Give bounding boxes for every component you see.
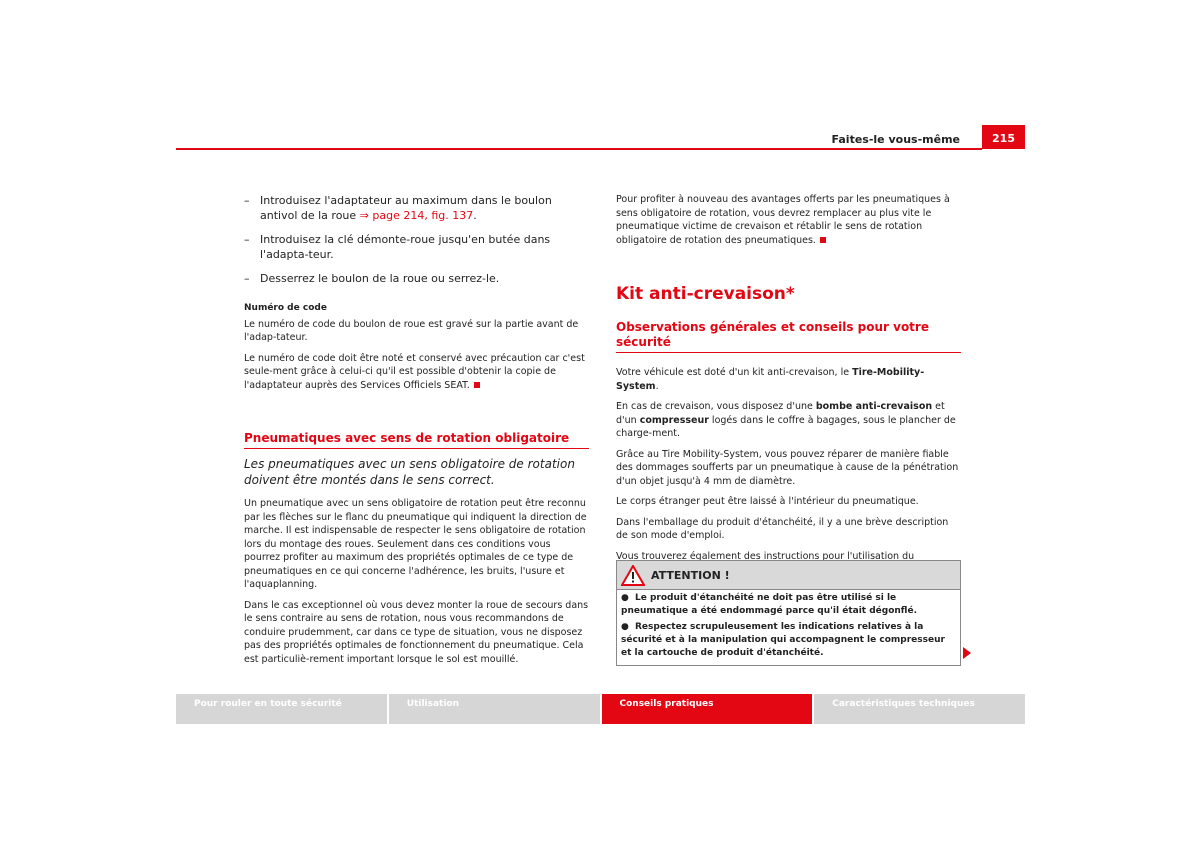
warning-item: ● Le produit d'étanchéité ne doit pas être utilisé si le pneumatique a été endommagé parce qu'il était dégonflé. — [621, 593, 917, 616]
kit-paragraph-2: En cas de crevaison, vous disposez d'une bombe anti-crevaison et d'un compresseur logés dans le coffre à bagages, sous le plancher de charge-ment. — [616, 401, 956, 439]
left-column — [244, 193, 589, 673]
list-item — [244, 271, 589, 286]
warning-item: ● Respectez scrupuleusement les indications relatives à la sécurité et à la manipulation qui accompagnent le compresseur et la cartouche de produit d'étanchéité. — [621, 622, 945, 658]
continue-arrow-icon — [963, 647, 971, 659]
chapter-title: Faites-le vous-même — [831, 133, 960, 146]
page-reference-link[interactable]: ⇒ page 214, fig. 137 — [359, 209, 474, 222]
dash: – — [244, 233, 250, 246]
kit-paragraph-3: Grâce au Tire Mobility-System, vous pouvez réparer de manière fiable des dommages soufferts par un pneumatique à cause de la pénétration d'un objet jusqu'à 4 mm de diamètre. — [616, 448, 959, 487]
warning-box — [616, 560, 961, 666]
right-column — [616, 193, 961, 584]
kit-paragraph-1: Votre véhicule est doté d'un kit anti-crevaison, le Tire-Mobility-System. — [616, 367, 925, 392]
end-square-icon — [474, 382, 480, 388]
footer-nav — [176, 694, 1025, 724]
list-text: Desserrez le boulon de la roue ou serrez-le. — [260, 272, 500, 285]
list-text: Introduisez l'adaptateur au maximum dans le boulon antivol de la roue ⇒ page 214, fig. 137. — [260, 194, 552, 222]
dash: – — [244, 272, 250, 285]
tab-utilisation[interactable]: Utilisation — [389, 694, 600, 724]
section-intro: Les pneumatiques avec un sens obligatoire de rotation doivent être montés dans le sens correct. — [244, 457, 575, 487]
code-heading: Numéro de code — [244, 303, 327, 313]
list-item — [244, 232, 589, 262]
warning-body — [617, 590, 960, 665]
rotation-paragraph-2: Dans le cas exceptionnel où vous devez monter la roue de secours dans le sens contraire au sens de rotation, nous vous recommandons de conduire prudemment, car dans ce type de situation, vous ne disposez pas des propriétés optimales de fonctionnement du pneumatique. Cela est particuliè-rement important lorsque le sol est mouillé. — [244, 599, 589, 665]
tab-conseils-pratiques[interactable]: Conseils pratiques — [602, 694, 813, 724]
kit-paragraph-6: Vous trouverez également des instructions pour l'utilisation du — [616, 550, 915, 562]
rotation-paragraph-3: Pour profiter à nouveau des avantages offerts par les pneumatiques à sens obligatoire de rotation, vous devrez remplacer au plus vite le pneumatique victime de crevaison et rétablir le sens de rotation obligatoire de rotation des pneumatiques. — [616, 194, 950, 246]
list-text: Introduisez la clé démonte-roue jusqu'en butée dans l'adapta-teur. — [260, 233, 551, 261]
kit-paragraph-5: Dans l'emballage du produit d'étanchéité, il y a une brève description de son mode d'emploi. — [616, 516, 949, 541]
warning-triangle-icon — [621, 565, 645, 586]
tab-securite[interactable]: Pour rouler en toute sécurité — [176, 694, 387, 724]
bullet-icon: ● — [621, 593, 629, 603]
end-square-icon — [820, 237, 826, 243]
header-rule — [176, 148, 982, 150]
list-item — [244, 193, 589, 223]
rotation-paragraph-1: Un pneumatique avec un sens obligatoire de rotation peut être reconnu par les flèches sur le flanc du pneumatique qui indiquent la direction de marche. Il est indispensable de respecter le sens obligatoire de rotation lors du montage des roues. Seulement dans ces conditions vous pourrez profiter au maximum des propriétés optimales de ce type de pneumatiques en ce qui concerne l'adhérence, les bruits, l'usure et l'aquaplanning. — [244, 498, 587, 590]
main-heading-kit: Kit anti-crevaison* — [616, 284, 795, 304]
page-number: 215 — [982, 125, 1025, 149]
section-heading-rotation: Pneumatiques avec sens de rotation obligatoire — [244, 431, 589, 449]
warning-label: ATTENTION ! — [651, 568, 730, 582]
warning-header — [617, 561, 960, 590]
section-heading-safety: Observations générales et conseils pour votre sécurité — [616, 320, 961, 353]
code-paragraph-1: Le numéro de code du boulon de roue est gravé sur la partie avant de l'adap-tateur. — [244, 318, 579, 343]
arrow-right-icon: ⇒ — [359, 209, 369, 222]
dash: – — [244, 194, 250, 207]
bullet-icon: ● — [621, 622, 629, 632]
tab-caracteristiques[interactable]: Caractéristiques techniques — [814, 694, 1025, 724]
kit-paragraph-4: Le corps étranger peut être laissé à l'intérieur du pneumatique. — [616, 496, 919, 507]
code-paragraph-2: Le numéro de code doit être noté et conservé avec précaution car c'est seule-ment grâce à celui-ci qu'il est possible d'obtenir la copie de l'adaptateur auprès des Services Officiels SEAT. — [244, 352, 585, 391]
